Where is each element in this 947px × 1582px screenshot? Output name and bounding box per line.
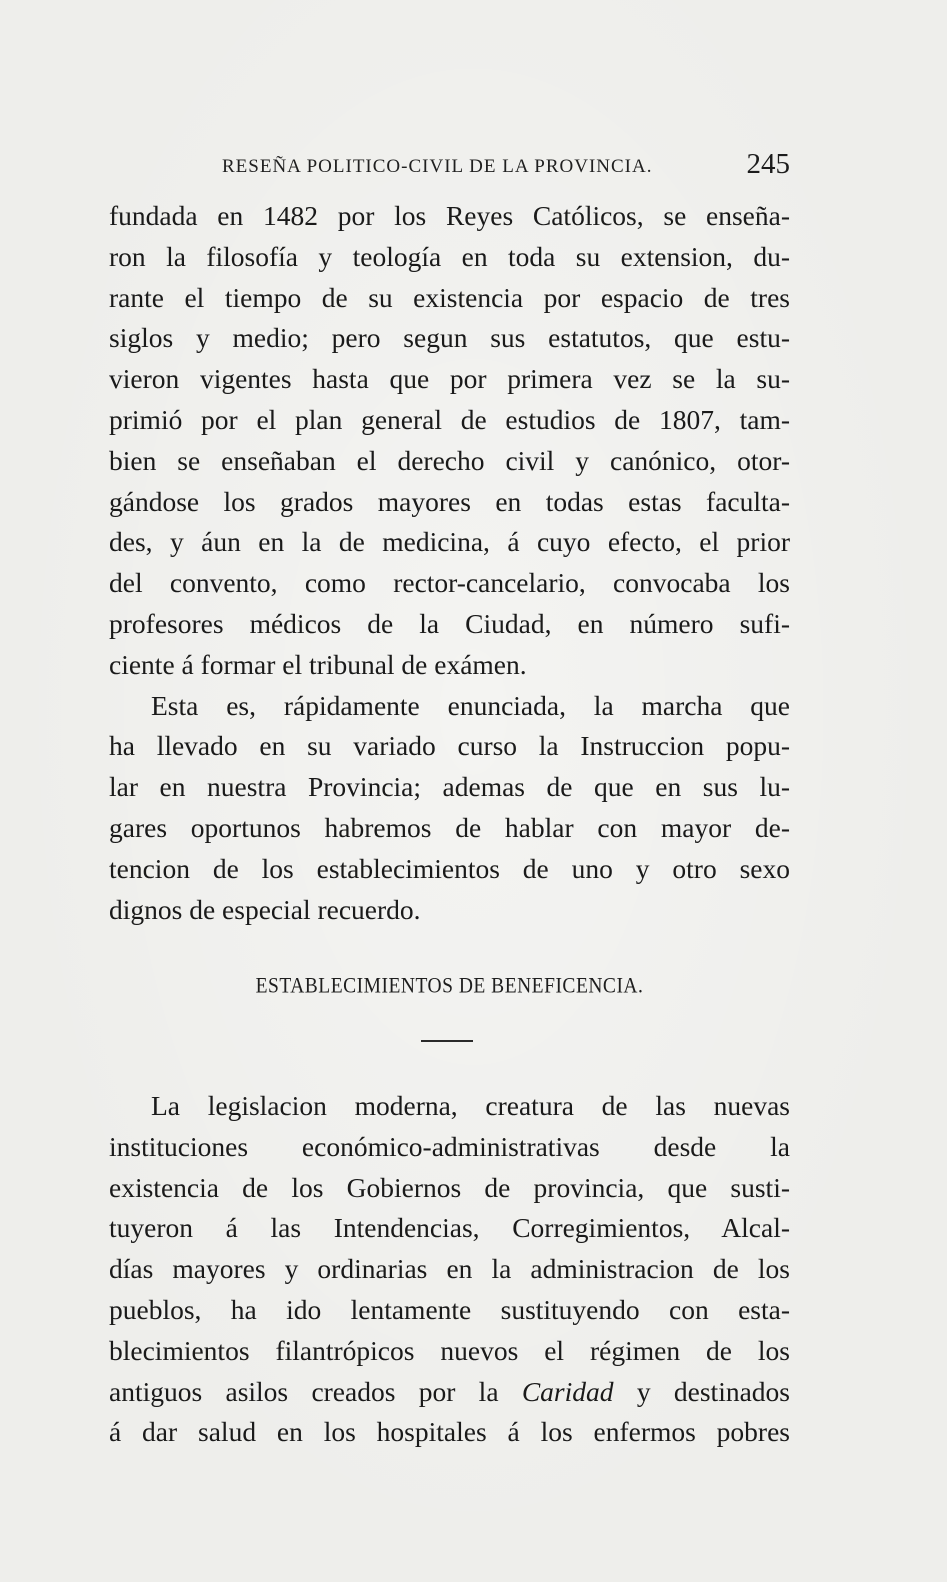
body-text-lower <box>109 1086 790 1453</box>
text-line: existencia de los Gobiernos de provincia, que susti- <box>109 1171 790 1203</box>
text-fragment: y destinados <box>613 1375 790 1407</box>
text-line: dignos de especial recuerdo. <box>109 893 421 925</box>
running-head <box>110 148 790 182</box>
text-line: rante el tiempo de su existencia por espacio de tres <box>109 281 790 313</box>
text-line: des, y áun en la de medicina, á cuyo efecto, el prior <box>109 526 790 558</box>
text-line: días mayores y ordinarias en la administracion de los <box>109 1253 790 1285</box>
text-line: ciente á formar el tribunal de exámen. <box>109 648 527 680</box>
page-number: 245 <box>746 148 790 180</box>
text-line: á dar salud en los hospitales á los enfermos pobres <box>109 1416 790 1448</box>
text-line: bien se enseñaban el derecho civil y canónico, otor- <box>109 444 790 476</box>
text-line: fundada en 1482 por los Reyes Católicos, se enseña- <box>109 200 790 231</box>
text-line: tuyeron á las Intendencias, Corregimientos, Alcal- <box>109 1212 790 1244</box>
text-line: primió por el plan general de estudios de 1807, tam- <box>109 403 790 435</box>
text-line-with-italic <box>109 1372 790 1413</box>
text-line: tencion de los establecimientos de uno y otro sexo <box>109 852 790 884</box>
text-line: ha llevado en su variado curso la Instruccion popu- <box>109 730 790 762</box>
text-line: vieron vigentes hasta que por primera vez se la su- <box>109 363 790 395</box>
text-line: instituciones económico-administrativas desde la <box>109 1130 790 1162</box>
text-line: gares oportunos habremos de hablar con mayor de- <box>109 811 790 843</box>
text-line: lar en nuestra Provincia; ademas de que en sus lu- <box>109 771 790 803</box>
italic-word: Caridad <box>521 1375 614 1407</box>
heading-rule <box>421 1040 473 1042</box>
text-line: pueblos, ha ido lentamente sustituyendo con esta- <box>109 1293 790 1325</box>
text-line: blecimientos filantrópicos nuevos el régimen de los <box>109 1334 790 1366</box>
text-line: del convento, como rector-cancelario, convocaba los <box>109 567 790 599</box>
text-line: La legislacion moderna, creatura de las nuevas <box>151 1090 790 1121</box>
text-line: ron la filosofía y teología en toda su extension, du- <box>109 240 790 272</box>
text-line: Esta es, rápidamente enunciada, la marcha que <box>151 689 790 721</box>
text-line: profesores médicos de la Ciudad, en número sufi- <box>109 607 790 639</box>
text-line: gándose los grados mayores en todas estas faculta- <box>109 485 790 517</box>
text-line: siglos y medio; pero segun sus estatutos, que estu- <box>109 322 790 354</box>
section-heading: ESTABLECIMIENTOS DE BENEFICENCIA. <box>255 974 644 999</box>
text-fragment: antiguos asilos creados por la <box>109 1375 522 1407</box>
running-title: RESEÑA POLITICO-CIVIL DE LA PROVINCIA. <box>222 156 653 177</box>
body-text-upper <box>109 196 790 930</box>
